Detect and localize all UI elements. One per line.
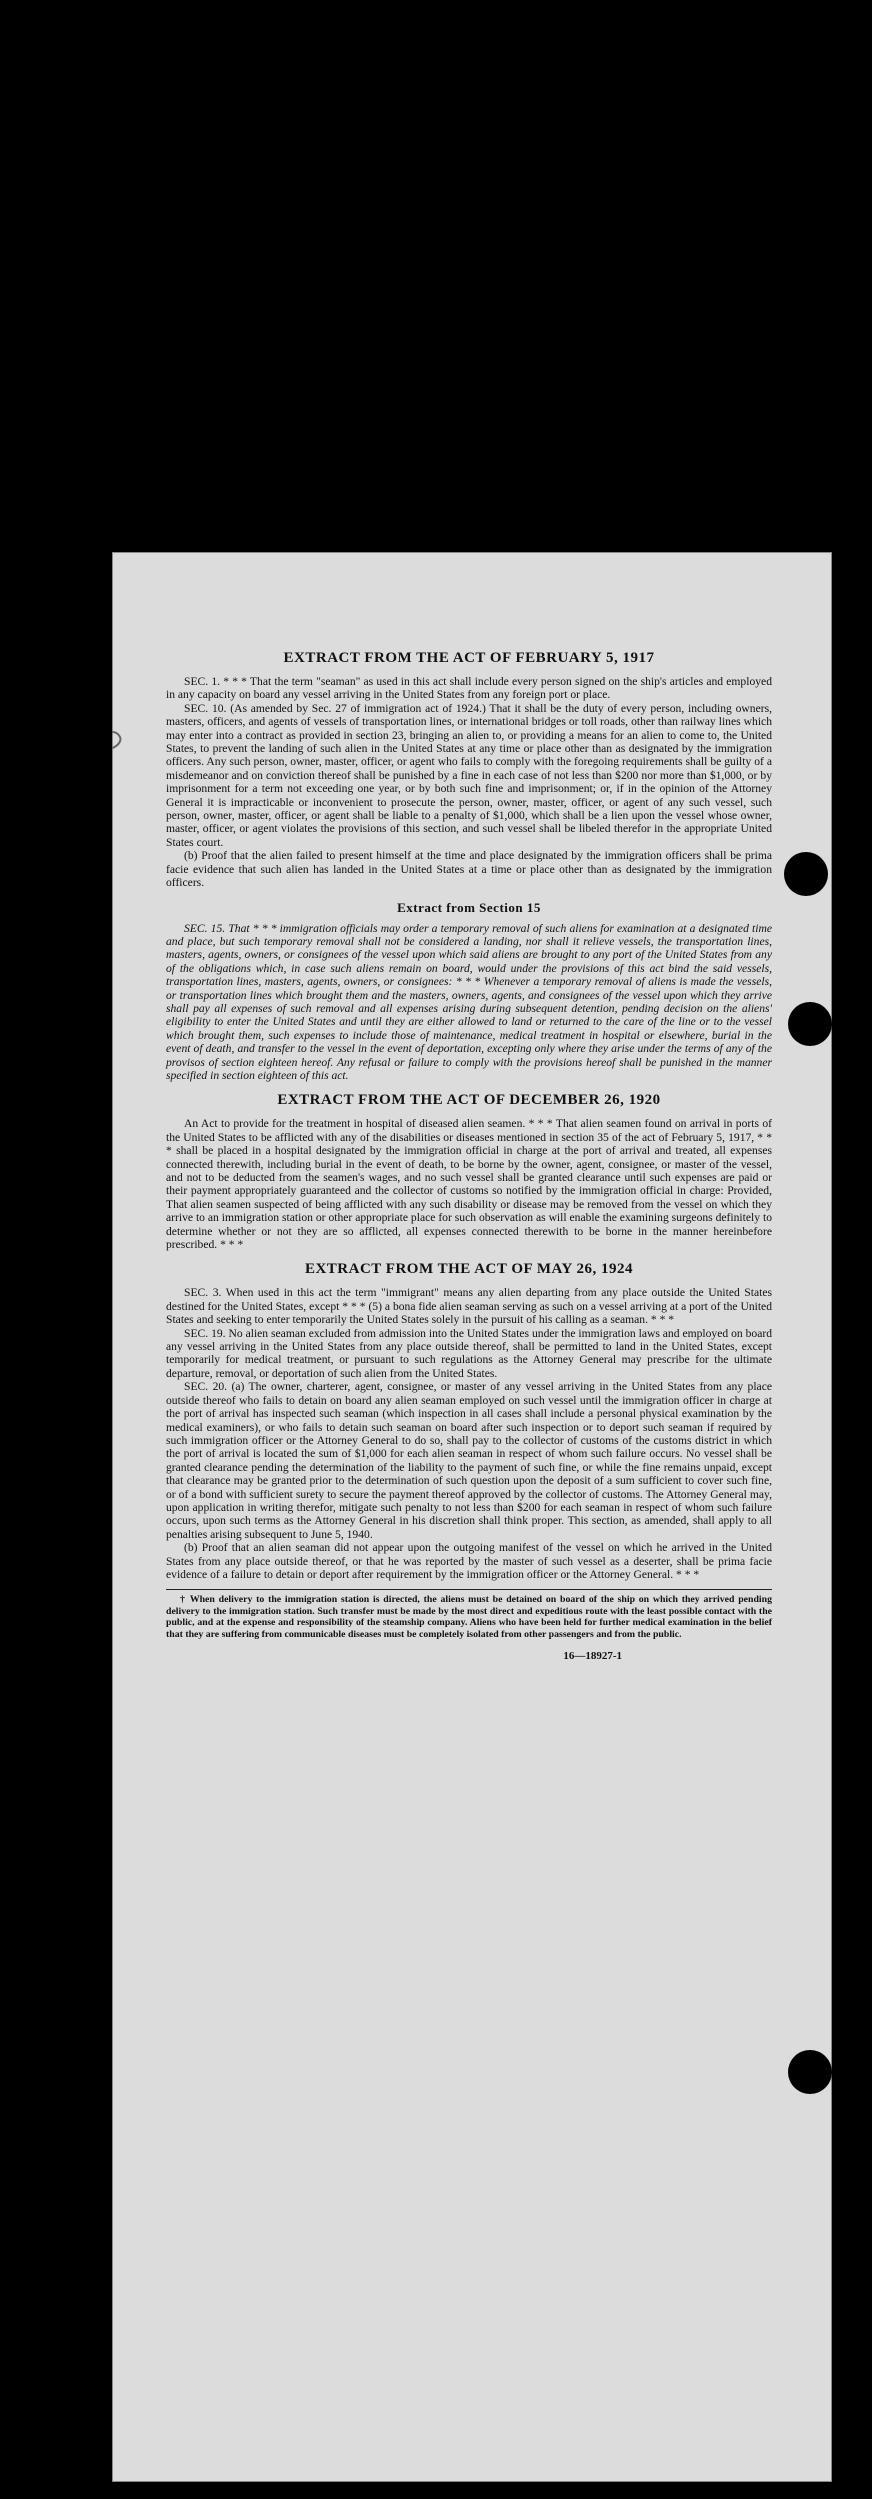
punch-hole: [788, 1002, 832, 1046]
paragraph-sec-10-b: (b) Proof that the alien failed to present himself at the time and place designated by the immigration officers shall be prima facie evidence that such alien has landed in the United States at a time or place other than as designated by the immigration officers.: [166, 849, 772, 890]
heading-act-1920: EXTRACT FROM THE ACT OF DECEMBER 26, 1920: [277, 1092, 661, 1109]
form-number: 16—18927-1: [563, 1650, 622, 1662]
paragraph-sec-20-b: (b) Proof that an alien seaman did not appear upon the outgoing manifest of the vessel on which he arrived in the United States from any place outside thereof, or that he was reported by the master of such vessel as a deserter, shall be prima facie evidence of a failure to detain or deport after requirement by the immigration officer or the Attorney General. * * *: [166, 1541, 772, 1581]
footnote: † When delivery to the immigration station is directed, the aliens must be detained on board of the ship on which they arrived pending delivery to the immigration station. Such transfer must be made by the most direct and expeditious route with the least possible contact with the public, and at the expense and responsibility of the steamship company. Aliens who have been held for further medical examination in the belief that they are suffering from communicable diseases must be completely isolated from other passengers and from the public.: [166, 1594, 772, 1640]
document-page: [112, 552, 832, 2482]
heading-act-1917: EXTRACT FROM THE ACT OF FEBRUARY 5, 1917: [283, 650, 655, 666]
heading-section-15: Extract from Section 15: [397, 899, 541, 915]
paragraph-sec-20-a: SEC. 20. (a) The owner, charterer, agent, consignee, or master of any vessel arriving in the United States from any place outside thereof who fails to detain on board any alien seaman employed on such vessel until the immigration officer in charge at the port of arrival has inspected such seaman (which inspection in all cases shall include a personal physical examination by the medical examiners), or who fails to detain such seaman on board after such inspection or to deport such seaman if required by such immigration officer or the Attorney General to do so, shall pay to the collector of customs of the customs district in which the port of arrival is located the sum of $1,000 for each alien seaman in respect of whom such failure occurs. No vessel shall be granted clearance pending the determination of the liability to the payment of such fine, or while the fine remains unpaid, except that clearance may be granted prior to the determination of such question upon the deposit of a sum sufficient to cover such fine, or of a bond with sufficient surety to secure the payment thereof approved by the collector of customs. The Attorney General may, upon application in writing therefor, mitigate such penalty to not less than $200 for each seaman in respect of whom such failure occurs, upon such terms as the Attorney General in his discretion shall think proper. This section, as amended, shall apply to all penalties arising subsequent to June 5, 1940.: [166, 1380, 772, 1541]
paragraph-sec-15: SEC. 15. That * * * immigration officials may order a temporary removal of such aliens for examination at a designated time and place, but such temporary removal shall not be considered a landing, nor shall it relieve vessels, the transportation lines, masters, agents, owners, or consignees of the vessel upon which said aliens are brought to any port of the United States from any of the obligations which, in case such aliens remain on board, would under the provisions of this act bind the said vessels, transportation lines, masters, agents, owners, or consignees: * * * Whenever a temporary removal of aliens is made the vessels, or transportation lines which brought them and the masters, owners, agents, and consignees of the vessel upon which they arrive shall pay all expenses of such removal and all expenses arising during subsequent detention, pending decision on the aliens' eligibility to enter the United States and until they are either allowed to land or returned to the care of the line or to the vessel which brought them, such expenses to include those of maintenance, medical treatment in hospital or elsewhere, burial in the event of death, and transfer to the vessel in the event of deportation, excepting only where they arise under the terms of any of the provisos of section eighteen hereof. Any refusal or failure to comply with the provisions hereof shall be punished in the manner specified in section eighteen of this act.: [166, 921, 772, 1082]
paragraph-sec-19: SEC. 19. No alien seaman excluded from admission into the United States under the immigration laws and employed on board any vessel arriving in the United States from any place outside thereof, shall be permitted to land in the United States, except temporarily for medical treatment, or pursuant to such regulations as the Attorney General may prescribe for the ultimate departure, removal, or deportation of such alien from the United States.: [166, 1326, 772, 1380]
paragraph-sec-10: SEC. 10. (As amended by Sec. 27 of immigration act of 1924.) That it shall be the duty of every person, including owners, masters, officers, and agents of vessels of transportation lines, or international bridges or toll roads, other than railway lines which may enter into a contract as provided in section 23, bringing an alien to, or providing a means for an alien to come to, the United States, to prevent the landing of such alien in the United States at any time or place other than as designated by the immigration officers. Any such person, owner, master, officer, or agent who fails to comply with the foregoing requirements shall be guilty of a misdemeanor and on conviction thereof shall be punished by a fine in each case of not less than $200 nor more than $1,000, or by imprisonment for a term not exceeding one year, or by both such fine and imprisonment; or, if in the opinion of the Attorney General it is impracticable or inconvenient to prosecute the person, owner, master, officer, or agent of any such vessel, such person, owner, master, officer, or agent shall be liable to a penalty of $1,000, which shall be a lien upon the vessel whose owner, master, officer, or agent violates the provisions of this section, and such vessel shall be libeled therefor in the appropriate United States court.: [166, 701, 772, 849]
paragraph-act-1920: An Act to provide for the treatment in hospital of diseased alien seamen. * * * That alien seamen found on arrival in ports of the United States to be afflicted with any of the disabilities or diseases mentioned in section 35 of the act of February 5, 1917, * * * shall be placed in a hospital designated by the immigration official in charge at the port of arrival and treated, all expenses connected therewith, including burial in the event of death, to be borne by the owner, agent, consignee, or master of the vessel, and not to be deducted from the seamen's wages, and no such vessel shall be granted clearance until such expenses are paid or their payment appropriately guaranteed and the collector of customs so notified by the immigration official in charge: Provided, That alien seamen suspected of being afflicted with any such disability or disease may be removed from the vessel on which they arrive to an immigration station or other appropriate place for such observation as will enable the examining surgeons definitely to determine whether or not they are so afflicted, all expenses connected therewith to be borne in the manner hereinbefore prescribed. * * *: [166, 1117, 772, 1252]
document-body: [166, 650, 772, 1662]
paragraph-sec-1: SEC. 1. * * * That the term "seaman" as used in this act shall include every person signed on the ship's articles and employed in any capacity on board any vessel arriving in the United States from any foreign port or place.: [166, 675, 772, 702]
handwritten-mark: [112, 722, 130, 762]
heading-act-1924: EXTRACT FROM THE ACT OF MAY 26, 1924: [304, 1261, 634, 1278]
punch-hole: [784, 852, 828, 896]
paragraph-sec-3: SEC. 3. When used in this act the term "immigrant" means any alien departing from any place outside the United States destined for the United States, except * * * (5) a bona fide alien seaman serving as such on a vessel arriving at a port of the United States and seeking to enter temporarily the United States solely in the pursuit of his calling as a seaman. * * *: [166, 1286, 772, 1327]
divider: [166, 1589, 772, 1590]
punch-hole: [788, 2050, 832, 2094]
